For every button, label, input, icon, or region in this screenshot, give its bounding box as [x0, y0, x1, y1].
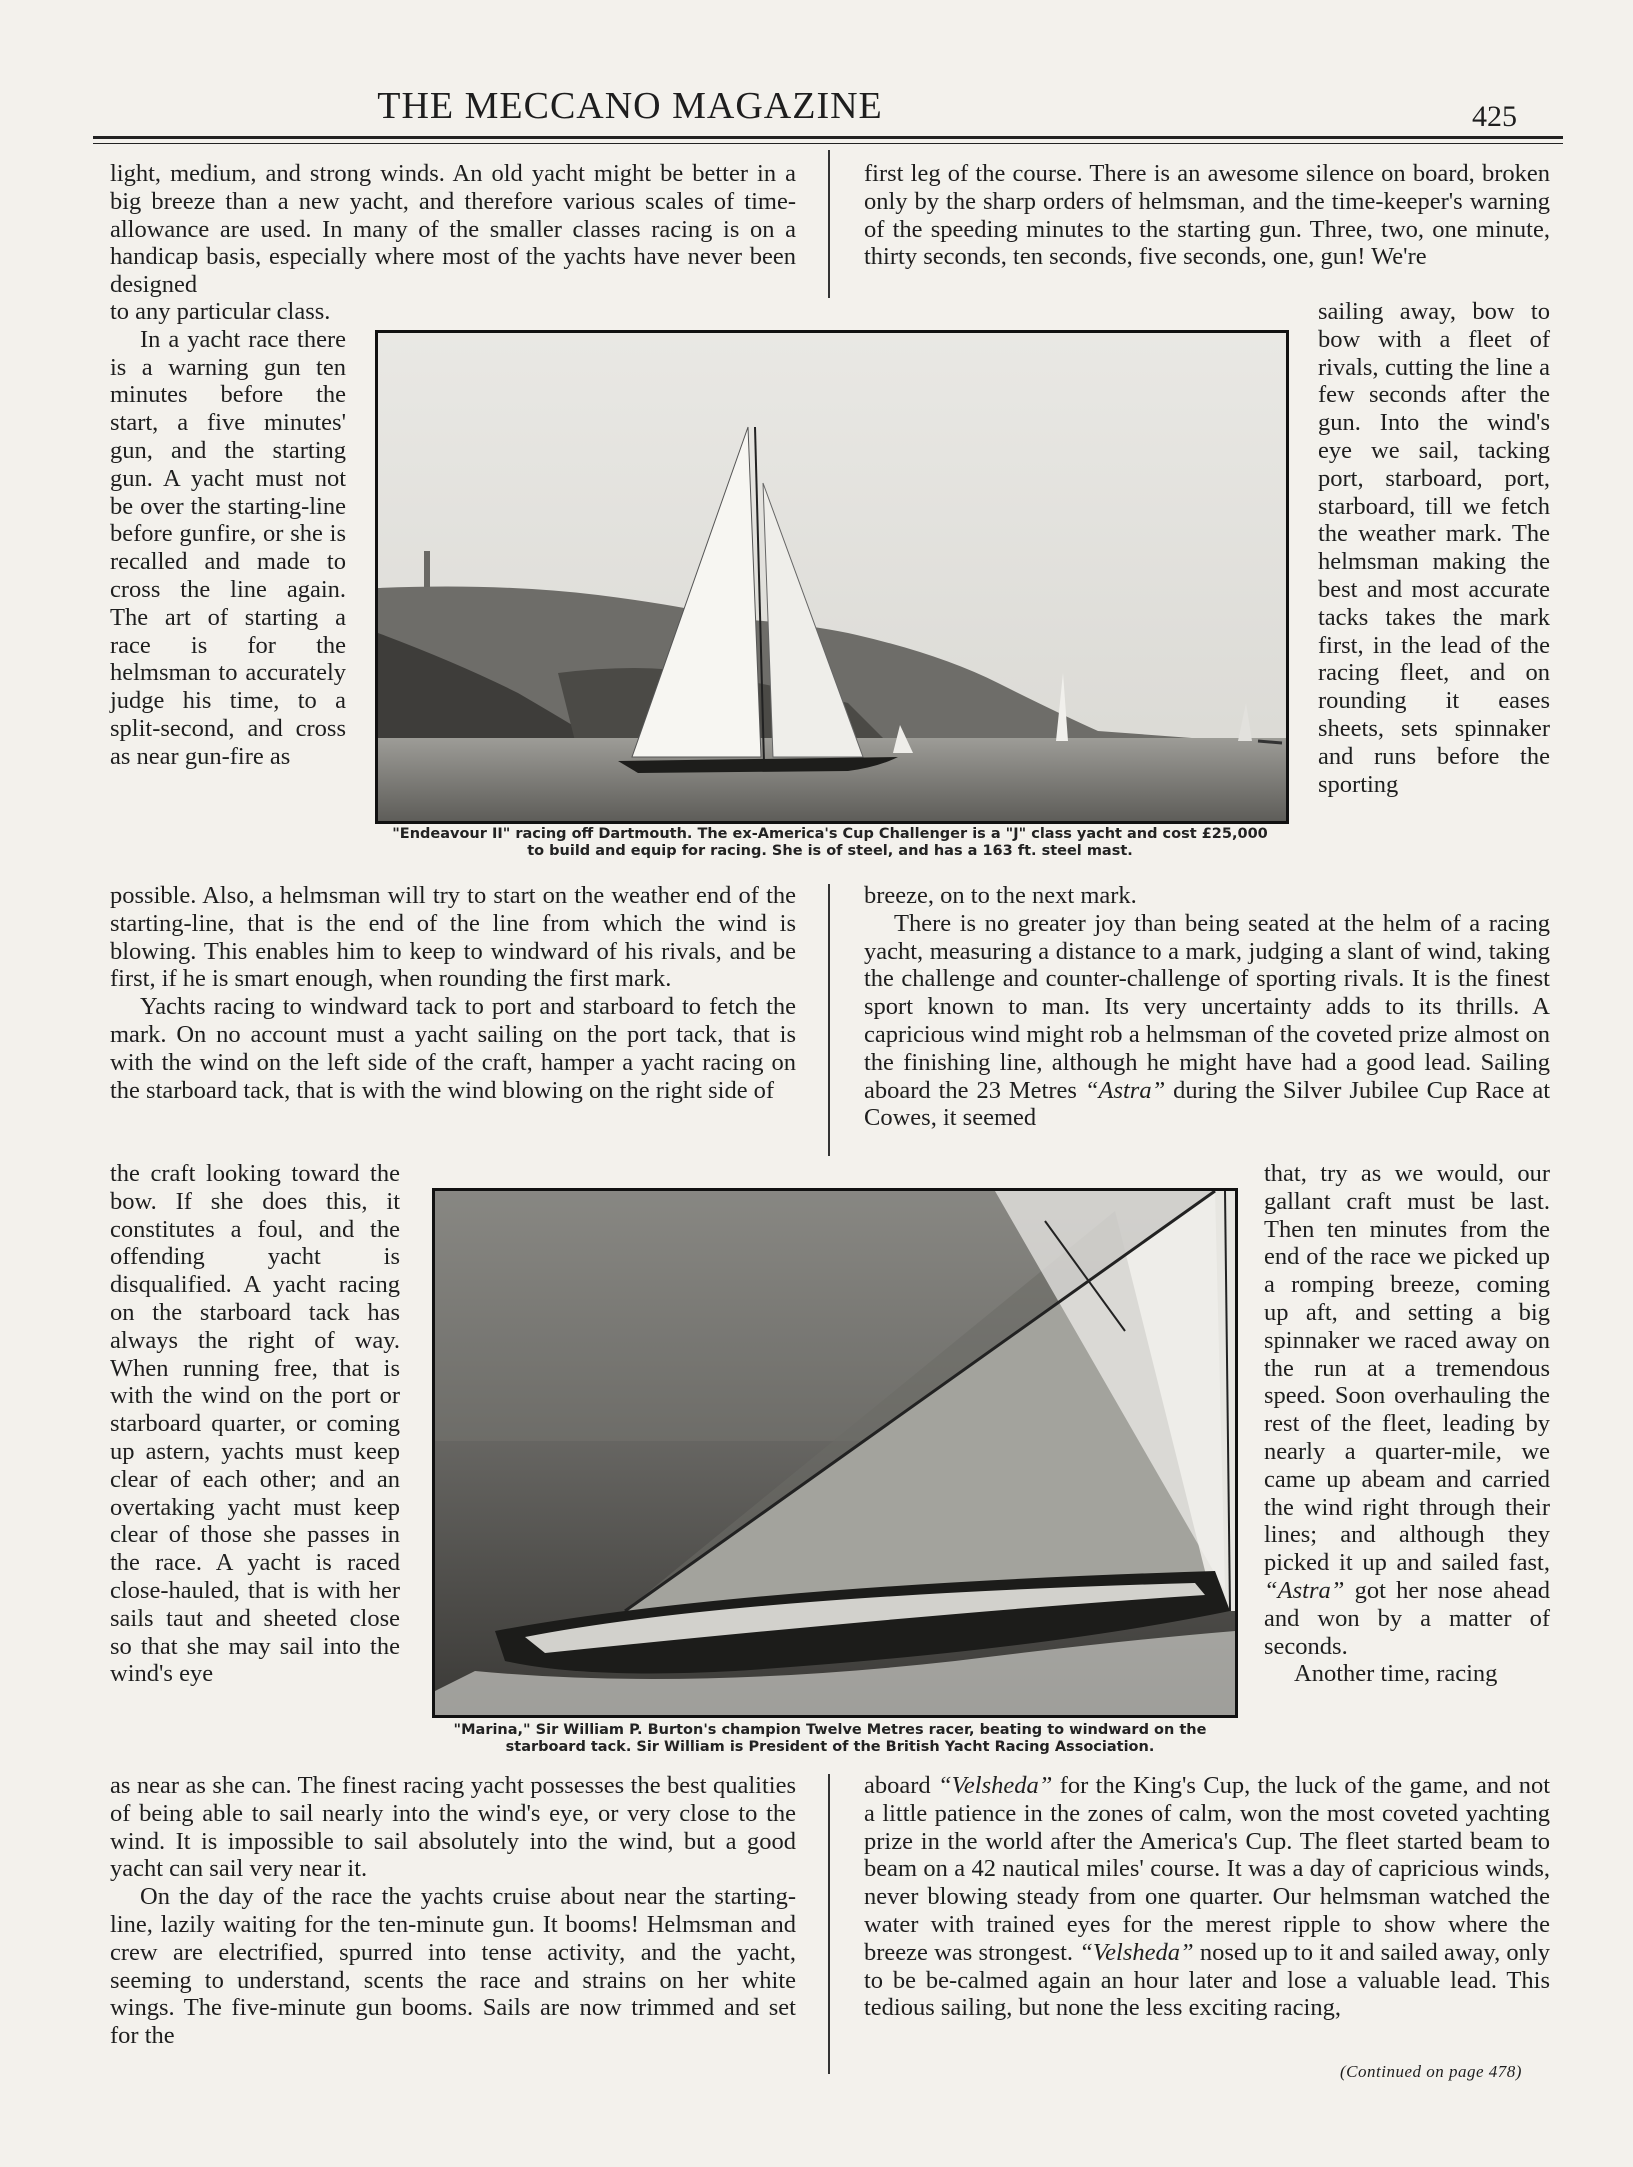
yacht-name-text: Astra — [1277, 1576, 1331, 1604]
page-number: 425 — [1472, 100, 1517, 133]
paragraph: On the day of the race the yachts cruise about near the starting-line, lazily waiting for the ten-minute gun. It booms! Helmsman and crew are electrified, spurred into tense activity, and the yacht, seeming to understand, scents the race and strains on her white wings. The five-minute gun booms. Sails are now trimmed and set for the — [110, 1883, 796, 2050]
yacht-name: “Astra” — [1264, 1576, 1345, 1604]
text-run: breeze, on to the next mark. — [864, 882, 1137, 909]
text-run: aboard — [864, 1772, 931, 1799]
left-column-narrow-1 — [110, 298, 346, 771]
caption-line: starboard tack. Sir William is President of the British Yacht Racing Association. — [505, 1739, 1155, 1755]
yacht-name-text: Astra — [1098, 1076, 1152, 1104]
yacht-name: “Velsheda” — [1079, 1938, 1194, 1966]
caption-line: "Endeavour II" racing off Dartmouth. The ex-America's Cup Challenger is a "J" class yacht and cost £25,000 — [392, 826, 1268, 842]
right-column-narrow-1 — [1318, 298, 1550, 798]
paragraph — [864, 882, 1550, 910]
left-column-bottom — [110, 1772, 796, 2050]
header-rule-thin — [93, 143, 1563, 144]
text-run: during the Silver Jubilee Cup Race at Cowes, it seemed — [864, 1076, 1551, 1132]
paragraph: Another time, racing — [1294, 1660, 1498, 1688]
yacht-name-text: Velsheda — [1092, 1938, 1180, 1966]
caption-line: "Marina," Sir William P. Burton's champion Twelve Metres racer, beating to windward on the — [453, 1722, 1207, 1738]
continued-note: (Continued on page 478) — [1340, 2062, 1522, 2081]
yacht-name-text: Velsheda — [951, 1772, 1039, 1799]
paragraph: In a yacht race there is a warning gun ten minutes before the start, a five minutes' gun, and the starting gun. A yacht must not be over the starting-line before gunfire, or she is recalled and made to cross the line again. The art of starting a race is for the helmsman to accurately judge his time, to a split-second, and cross as near gun-fire as — [110, 325, 346, 770]
caption-line: to build and equip for racing. She is of steel, and has a 163 ft. steel mast. — [527, 843, 1133, 859]
paragraph: sailing away, bow to bow with a fleet of rivals, cutting the line a few seconds after the gun. Into the wind's eye we sail, tacking port, starboard, port, starboard, till we fetch the weather mark. The helmsman making the best and most accurate tacks takes the mark first, in the lead of the racing fleet, and on rounding it eases sheets, sets spinnaker and runs before the sporting — [1318, 298, 1550, 798]
yacht-name: “Astra” — [1084, 1076, 1166, 1104]
paragraph: to any particular class. — [110, 298, 331, 325]
column-divider — [828, 884, 830, 1156]
paragraph: as near as she can. The finest racing yacht possesses the best qualities of being able to sail nearly into the wind's eye, or very close to the wind. It is impossible to sail absolutely into the wind, but a good yacht can sail very near it. — [110, 1772, 796, 1883]
marina-caption — [410, 1722, 1250, 1756]
left-column-top — [110, 160, 796, 299]
endeavour-photo — [375, 330, 1289, 824]
paragraph — [864, 910, 1550, 1132]
column-divider — [828, 150, 830, 298]
text-run: There is no greater joy than being seated at the helm of a racing yacht, measuring a distance to a mark, judging a slant of wind, taking the challenge and counter-challenge of sporting rivals. It is the finest sport known to man. Its very uncertainty adds to its thrills. A capricious wind might rob a helmsman of the coveted prize almost on the finishing line, although he might have had a good lead. Sailing aboard the 23 Metres — [864, 909, 1550, 1104]
right-column-bottom — [864, 1772, 1550, 2022]
right-column-mid — [864, 882, 1550, 1132]
endeavour-caption — [360, 826, 1300, 860]
header-rule — [93, 136, 1563, 139]
left-column-narrow-2 — [110, 1160, 400, 1688]
text-run: got her nose ahead and won by a matter of seconds. — [1264, 1576, 1550, 1660]
right-column-top — [864, 160, 1550, 271]
text-run: that, try as we would, our gallant craft must be last. Then ten minutes from the end of the race we picked up a romping breeze, coming up aft, and setting a big spinnaker we raced away on the run at a tremendous speed. Soon overhauling the rest of the fleet, leading by nearly a quarter-mile, we came up abeam and carried the wind right through their lines; and although they picked it up and sailed fast, — [1264, 1160, 1550, 1577]
text-run: for the King's Cup, the luck of the game, and not a little patience in the zones of calm, won the most coveted yachting prize in the world after the America's Cup. The fleet started beam to beam on a 42 nautical miles' course. It was a day of capricious winds, never blowing steady from one quarter. Our helmsman watched the water with trained eyes for the merest ripple to show where the breeze was strongest. — [864, 1772, 1551, 1966]
paragraph: light, medium, and strong winds. An old yacht might be better in a big breeze than a new yacht, and therefore various scales of time-allowance are used. In many of the smaller classes racing is on a handicap basis, especially where most of the yachts have never been designed — [110, 160, 796, 299]
marina-photo — [432, 1188, 1238, 1718]
paragraph: Yachts racing to windward tack to port and starboard to fetch the mark. On no account must a yacht sailing on the port tack, that is with the wind on the left side of the craft, hamper a yacht racing on the starboard tack, that is with the wind blowing on the right side of — [110, 993, 796, 1104]
column-divider — [828, 1774, 830, 2074]
paragraph: the craft looking toward the bow. If she does this, it constitutes a foul, and the offending yacht is disqualified. A yacht racing on the starboard tack has always the right of way. When running free, that is with the wind on the port or starboard quarter, or coming up astern, yachts must keep clear of each other; and an overtaking yacht must keep clear of those she passes in the race. A yacht is raced close-hauled, that is with her sails taut and sheeted close so that she may sail into the wind's eye — [110, 1160, 400, 1688]
magazine-title: THE MECCANO MAGAZINE — [377, 85, 883, 127]
yacht-name: “Velsheda” — [938, 1772, 1053, 1799]
paragraph: possible. Also, a helmsman will try to start on the weather end of the starting-line, that is the end of the line from which the wind is blowing. This enables him to keep to windward of his rivals, and be first, if he is smart enough, when rounding the first mark. — [110, 882, 796, 993]
right-column-narrow-2 — [1264, 1160, 1550, 1688]
text-run: nosed up to it and sailed away, only to be be-calmed again an hour later and lose a valuable lead. This tedious sailing, but none the less exciting racing, — [864, 1938, 1550, 2022]
paragraph — [1264, 1160, 1550, 1660]
paragraph: first leg of the course. There is an awesome silence on board, broken only by the sharp orders of helmsman, and the time-keeper's warning of the speeding minutes to the starting gun. Three, two, one minute, thirty seconds, ten seconds, five seconds, one, gun! We're — [864, 160, 1550, 271]
left-column-mid — [110, 882, 796, 1104]
paragraph — [864, 1772, 1550, 2022]
